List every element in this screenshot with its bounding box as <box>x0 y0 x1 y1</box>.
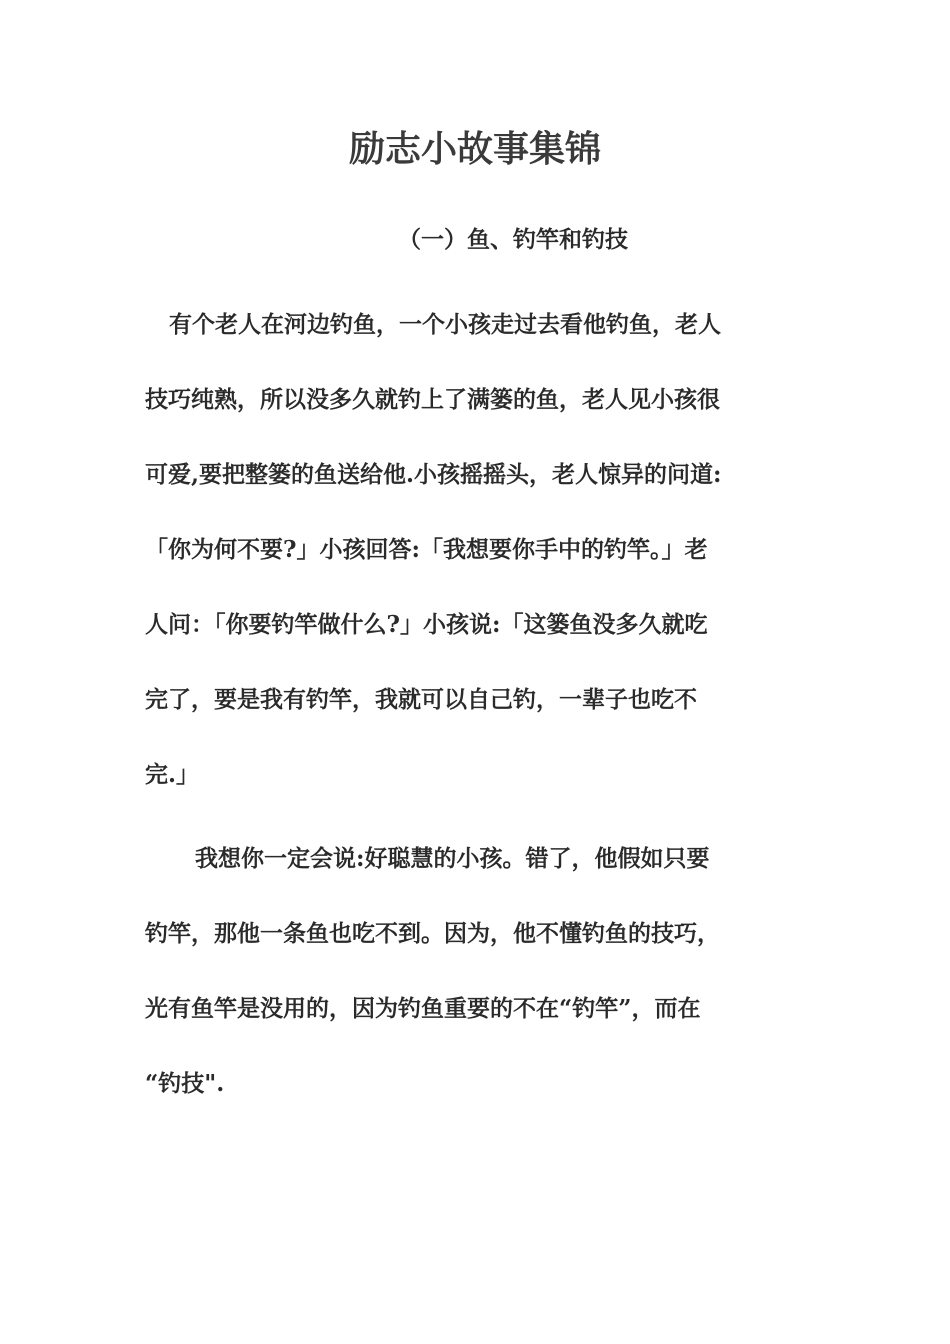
paragraph-line: 技巧纯熟，所以没多久就钓上了满篓的鱼，老人见小孩很 <box>145 386 720 413</box>
paragraph-line: 钓竿，那他一条鱼也吃不到。因为，他不懂钓鱼的技巧， <box>145 920 720 947</box>
paragraph-line: 有个老人在河边钓鱼，一个小孩走过去看他钓鱼，老人 <box>169 311 721 338</box>
paragraph-line: 「你为何不要?」小孩回答:「我想要你手中的钓竿。」老 <box>145 536 708 563</box>
paragraph-line: 可爱,要把整篓的鱼送给他.小孩摇摇头，老人惊异的问道: <box>145 461 722 488</box>
paragraph-line: 人问：「你要钓竿做什么?」小孩说:「这篓鱼没多久就吃 <box>145 611 708 638</box>
section-heading: （一）鱼、钓竿和钓技 <box>398 226 628 253</box>
paragraph-line: “钓技". <box>145 1070 225 1097</box>
paragraph-line: 我想你一定会说:好聪慧的小孩。错了，他假如只要 <box>195 845 710 872</box>
paragraph-line: 光有鱼竿是没用的，因为钓鱼重要的不在“钓竿”，而在 <box>145 995 701 1022</box>
paragraph-line: 完了，要是我有钓竿，我就可以自己钓，一辈子也吃不 <box>145 686 697 713</box>
paragraph-line: 完.」 <box>145 761 200 788</box>
document-title: 励志小故事集锦 <box>348 129 601 170</box>
